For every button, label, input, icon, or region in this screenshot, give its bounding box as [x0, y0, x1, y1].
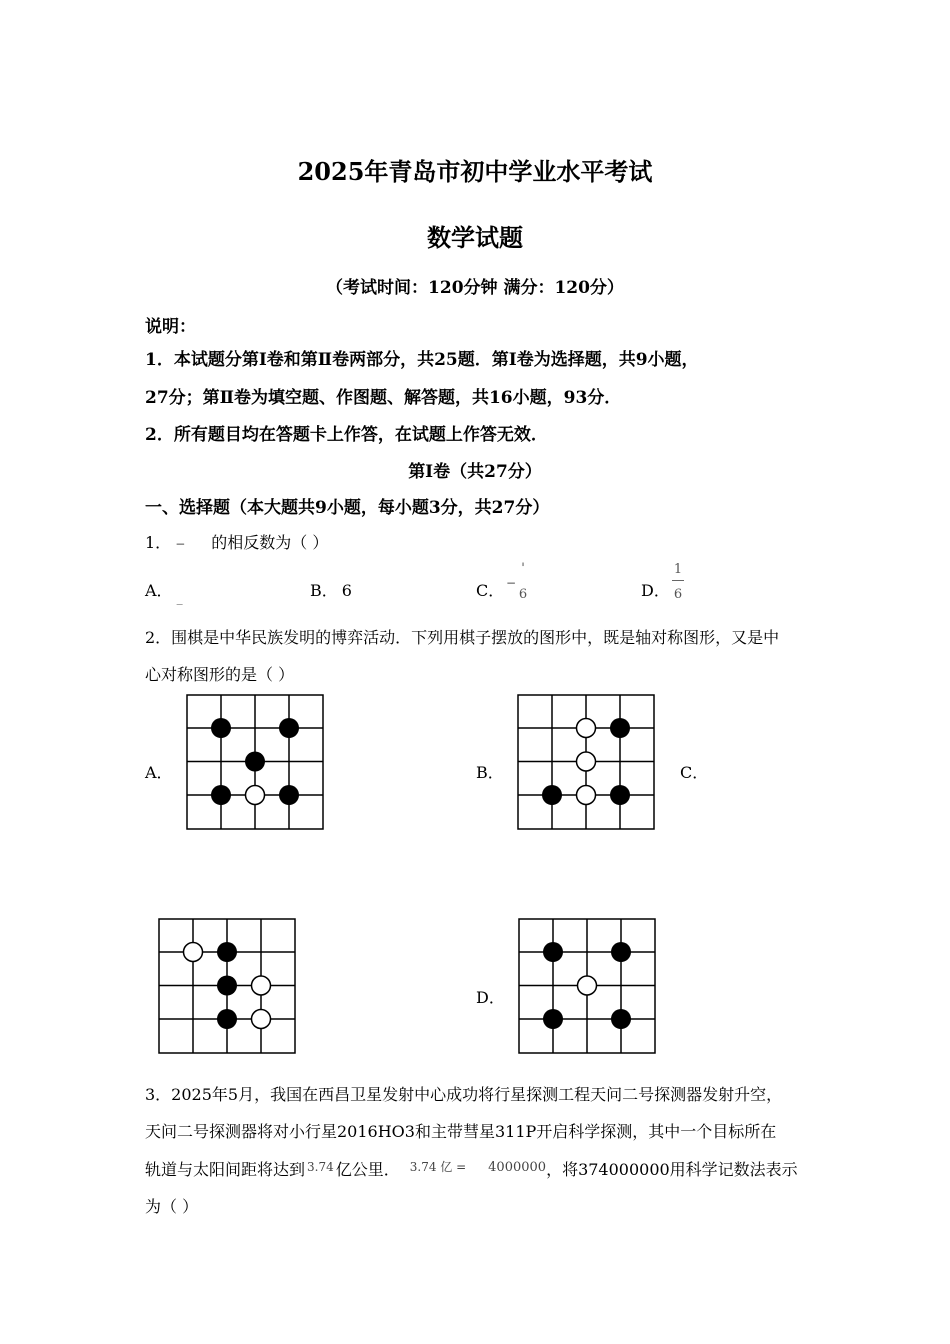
- white-stone: [577, 752, 596, 771]
- q1-option-d-fraction-bar: [672, 580, 684, 581]
- q3-conversion-rhs: 4000000: [488, 1160, 547, 1175]
- q2-label-a: A．: [145, 763, 173, 782]
- white-stone: [577, 786, 596, 805]
- q1-minus-sign: −: [175, 537, 186, 551]
- q3-text-a: 轨道与太阳间距将达到: [145, 1160, 306, 1179]
- q1-option-a-label: A．: [145, 581, 173, 600]
- go-board-d: [518, 918, 656, 1054]
- black-stone: [217, 976, 237, 996]
- white-stone: [578, 976, 597, 995]
- go-board-b: [517, 694, 655, 830]
- q2-stem-line-2: 心对称图形的是（ ）: [145, 665, 295, 684]
- q3-text-c: 亿公里．: [335, 1160, 400, 1179]
- q2-stem-line-1: 2．围棋是中华民族发明的博弈活动．下列用棋子摆放的图形中，既是轴对称图形，又是中: [145, 628, 780, 647]
- q3-stem-line-3: [145, 1157, 798, 1180]
- black-stone: [211, 718, 231, 738]
- white-stone: [577, 719, 596, 738]
- black-stone: [543, 942, 563, 962]
- q1-text: 的相反数为（ ）: [211, 533, 329, 552]
- black-stone: [217, 942, 237, 962]
- black-stone: [543, 1009, 563, 1029]
- q1-option-c-minus: −: [506, 576, 517, 590]
- note-1-line-1: 1．本试题分第Ⅰ卷和第Ⅱ卷两部分，共25题．第Ⅰ卷为选择题，共9小题，: [145, 350, 699, 370]
- q2-label-d: D．: [476, 988, 505, 1007]
- q1-option-a-value: _: [176, 591, 183, 605]
- q1-option-b: [310, 578, 352, 601]
- black-stone: [610, 718, 630, 738]
- white-stone: [246, 786, 265, 805]
- q1-option-c-label: C．: [476, 581, 505, 600]
- q1-option-d-label: D．: [641, 581, 670, 600]
- black-stone: [217, 1009, 237, 1029]
- exam-info: （考试时间：120分钟 满分：120分）: [326, 278, 624, 298]
- white-stone: [184, 943, 203, 962]
- part-title: 一、选择题（本大题共9小题，每小题3分，共27分）: [145, 498, 550, 518]
- section-title: 第Ⅰ卷（共27分）: [408, 462, 542, 482]
- q1-option-d-numerator: 1: [673, 562, 683, 577]
- white-stone: [252, 1010, 271, 1029]
- q1-option-c-numerator: ': [521, 561, 525, 576]
- q3-distance-value: 3.74: [307, 1160, 334, 1174]
- note-2: 2．所有题目均在答题卡上作答，在试题上作答无效．: [145, 425, 548, 445]
- black-stone: [279, 718, 299, 738]
- q1-option-d-denominator: 6: [673, 587, 683, 602]
- q1-number: 1．: [145, 533, 172, 552]
- q1-option-d: [641, 578, 670, 601]
- black-stone: [279, 785, 299, 805]
- go-board-c: [158, 918, 296, 1054]
- note-1-line-2: 27分；第Ⅱ卷为填空题、作图题、解答题，共16小题，93分．: [145, 388, 622, 408]
- go-board-a: [186, 694, 324, 830]
- q2-label-c: C．: [680, 763, 709, 782]
- q1-option-c: [476, 578, 504, 601]
- q3-conversion-lhs: 3.74 亿 =: [409, 1160, 467, 1174]
- q1-option-b-value: 6: [341, 581, 352, 600]
- q1-stem: [145, 530, 328, 553]
- q3-stem-line-2: 天问二号探测器将对小行星2016HO3和主带彗星311P开启科学探测，其中一个目标所在: [145, 1122, 777, 1141]
- black-stone: [610, 785, 630, 805]
- q1-option-a: [145, 578, 183, 605]
- q3-text-f: ，将374000000用科学记数法表示: [546, 1160, 798, 1179]
- black-stone: [245, 752, 265, 772]
- notes-heading: 说明：: [145, 317, 196, 337]
- black-stone: [611, 1009, 631, 1029]
- q2-label-b: B．: [476, 763, 504, 782]
- black-stone: [542, 785, 562, 805]
- q1-option-b-label: B．: [310, 581, 338, 600]
- q1-option-c-denominator: 6: [518, 587, 528, 602]
- white-stone: [252, 976, 271, 995]
- exam-title: 2025年青岛市初中学业水平考试: [297, 157, 653, 186]
- exam-subtitle: 数学试题: [427, 223, 523, 252]
- black-stone: [611, 942, 631, 962]
- q3-stem-line-4: 为（ ）: [145, 1197, 199, 1216]
- black-stone: [211, 785, 231, 805]
- q3-stem-line-1: 3．2025年5月，我国在西昌卫星发射中心成功将行星探测工程天问二号探测器发射升空，: [145, 1085, 783, 1104]
